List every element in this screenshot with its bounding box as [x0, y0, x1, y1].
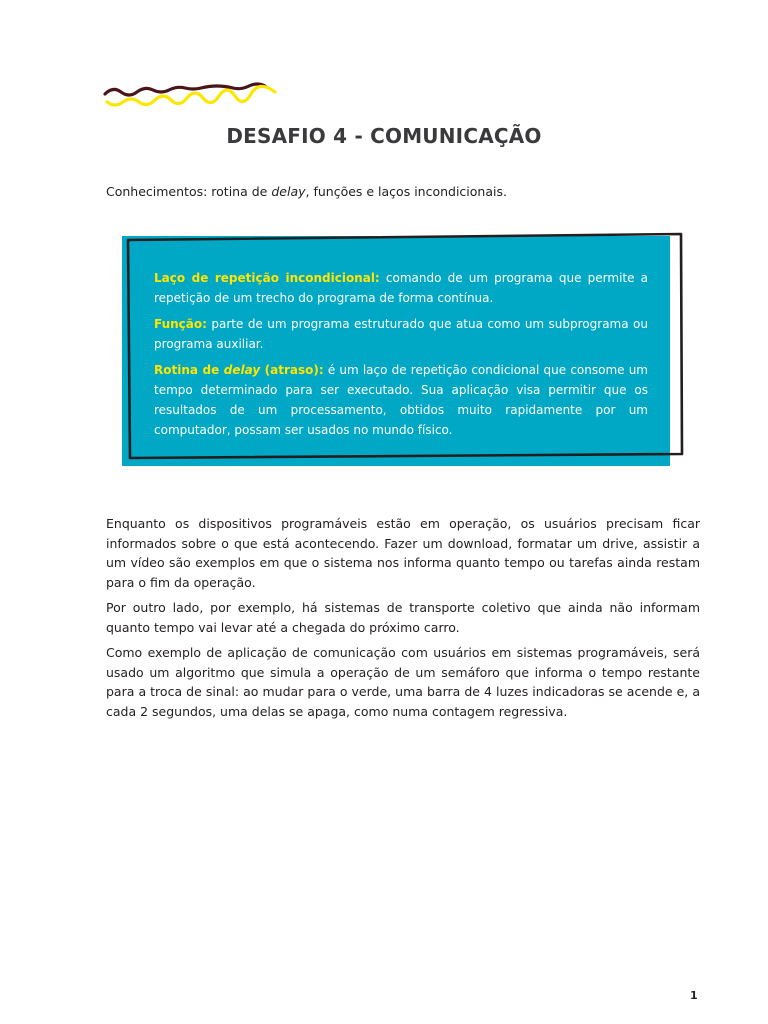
definition-term-italic: delay: [223, 363, 261, 377]
body-text: [106, 514, 700, 727]
page-number: 1: [690, 989, 698, 1002]
body-paragraph: Por outro lado, por exemplo, há sistemas de transporte coletivo que ainda não informam quanto tempo vai levar até a chegada do próximo carro.: [106, 600, 700, 635]
definition-text: parte de um programa estruturado que atua como um subprograma ou programa auxiliar.: [154, 317, 648, 351]
definition-item: [154, 268, 648, 308]
definition-item: [154, 360, 648, 440]
intro-italic: delay: [271, 184, 306, 199]
definitions-text: [154, 268, 648, 446]
definition-term: Laço de repetição incondicional:: [154, 271, 380, 285]
definition-term: Função:: [154, 317, 207, 331]
definition-term-prefix: Rotina de: [154, 363, 224, 377]
body-paragraph: Como exemplo de aplicação de comunicação com usuários em sistemas programáveis, será usado um algoritmo que simula a operação de um semáforo que informa o tempo restante para a troca de sinal: ao mudar para o verde, uma barra de 4 luzes indicadoras se acende e, a cada 2 segundos, uma delas se apaga, como numa contagem regressiva.: [106, 645, 700, 719]
definition-item: [154, 314, 648, 354]
definition-text: comando de um programa que permite a repetição de um trecho do programa de forma contínua.: [154, 271, 648, 305]
decorative-wave-icon: [103, 80, 279, 110]
definition-text: é um laço de repetição condicional que consome um tempo determinado para ser executado. Sua aplicação visa permitir que os resultados de um processamento, obtidos muito rapidamente por um computador, possam ser usados no mundo físico.: [154, 363, 648, 437]
intro-prefix: Conhecimentos: rotina de: [106, 184, 272, 199]
definition-term-suffix: (atraso):: [260, 363, 324, 377]
body-paragraph: Enquanto os dispositivos programáveis estão em operação, os usuários precisam ficar informados sobre o que está acontecendo. Fazer um download, formatar um drive, assistir a um vídeo são exemplos em que o sistema nos informa quanto tempo ou tarefas ainda restam para o fim da operação.: [106, 516, 700, 590]
intro-suffix: , funções e laços incondicionais.: [305, 184, 507, 199]
page-title: DESAFIO 4 - COMUNICAÇÃO: [226, 124, 542, 148]
definition-term: [154, 363, 324, 377]
intro-line: [106, 184, 507, 199]
